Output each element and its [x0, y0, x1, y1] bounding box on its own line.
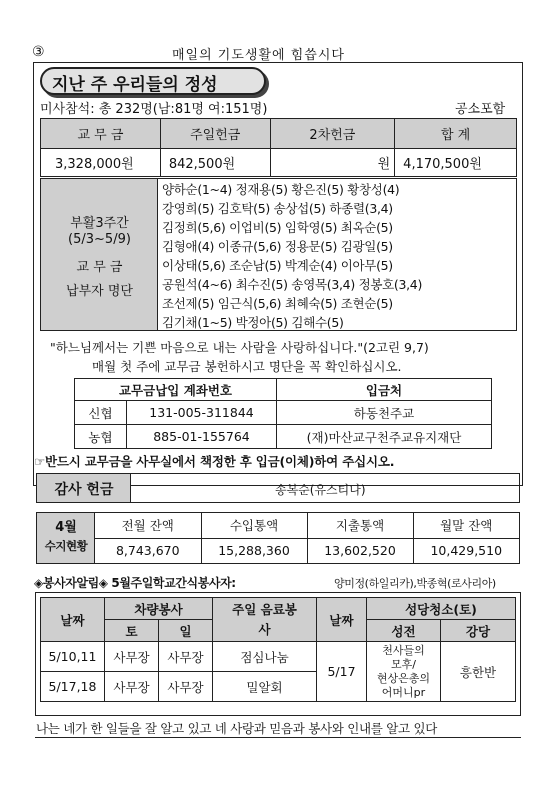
offering-header-sunday: 주일헌금 [160, 119, 270, 149]
volunteer-row-date: 5/10,11 [41, 642, 105, 672]
volunteer-header-date2: 날짜 [317, 598, 367, 642]
donor-row: 이상태(5,6) 조순남(5) 박계순(4) 이아무(5) [162, 258, 393, 273]
volunteer-header-drink: 주일 음료봉사 [213, 598, 317, 642]
attendance-text: 미사참석: 총 232명(남:81명 여:151명) [40, 102, 268, 117]
account-holder: 하동천주교 [277, 401, 492, 425]
page-number: ③ [32, 44, 45, 60]
cleaning-sanctuary-line: 천사들의 [382, 643, 425, 657]
cleaning-sanctuary-line: 현상은총의 [376, 671, 431, 685]
finance-value-end: 10,429,510 [430, 543, 503, 559]
donor-label-tithe: 교 무 금 [76, 260, 123, 275]
account-number: 885-01-155764 [127, 425, 277, 449]
account-number: 131-005-311844 [127, 401, 277, 425]
finance-value-income: 15,288,360 [201, 538, 307, 563]
volunteer-row-sat: 사무장 [105, 642, 159, 672]
volunteer-row-drink: 밀알회 [213, 672, 317, 702]
volunteer-names: 양미정(하일리카),박종혁(로사리아) [334, 577, 496, 590]
accounts-header-holder: 입금처 [277, 379, 492, 401]
account-bank: 농협 [75, 425, 127, 449]
donor-row: 공원석(4~6) 최수진(5) 송영목(3,4) 정봉호(3,4) [162, 277, 423, 292]
volunteer-row-sun: 사무장 [159, 672, 213, 702]
donor-row: 김기채(1~5) 박정아(5) 김해수(5) [162, 315, 344, 330]
donor-label-dates: (5/3~5/9) [68, 232, 131, 247]
account-bank: 신협 [75, 401, 127, 425]
volunteer-header-sat: 토 [105, 620, 159, 642]
donor-row: 김정희(5,6) 이업비(5) 임학영(5) 최옥순(5) [162, 220, 393, 235]
offering-header-total: 합 계 [395, 119, 517, 149]
accounts-table [74, 378, 492, 449]
offering-value-tithe: 3,328,000원 [41, 149, 161, 177]
finance-header-previous: 전월 잔액 [95, 513, 201, 538]
volunteer-row-drink: 점심나눔 [213, 642, 317, 672]
donor-row: 김형애(4) 이종규(5,6) 정용문(5) 김광일(5) [162, 239, 393, 254]
quote-line-2: 매월 첫 주에 교무금 봉헌하시고 명단을 꼭 확인하십시오. [92, 359, 402, 374]
cleaning-sanctuary [367, 642, 441, 702]
thanks-value: 송복순(유스티나) [275, 483, 366, 497]
footer-verse: 나는 네가 한 일들을 잘 알고 있고 네 사랑과 믿음과 봉사와 인내를 알고 있다 [36, 721, 438, 736]
volunteer-header-cleaning: 성당청소(토) [367, 598, 516, 620]
payment-notice: ☞반드시 교무금을 사무실에서 책정한 후 입금(이체)하여 주십시오. [34, 454, 395, 469]
cleaning-sanctuary-line: 모후/ [391, 657, 416, 671]
volunteer-table [40, 597, 516, 702]
volunteer-header-date: 날짜 [41, 598, 105, 642]
finance-table [95, 513, 519, 563]
finance-label-month: 4월 [55, 520, 77, 535]
donor-label-list: 납부자 명단 [66, 284, 133, 299]
donor-row: 강영희(5) 김호탁(5) 송상섭(5) 하종렬(3,4) [162, 201, 393, 216]
finance-header-income: 수입통액 [201, 513, 307, 538]
offering-value-second: 원 [270, 149, 395, 177]
offering-header-tithe: 교 무 금 [41, 119, 161, 149]
volunteer-header-parking: 차량봉사 [105, 598, 213, 620]
section-title: 지난 주 우리들의 정성 [52, 75, 218, 95]
donor-row: 조선제(5) 임근식(5,6) 최혜숙(5) 조현순(5) [162, 296, 393, 311]
volunteer-header-sun: 일 [159, 620, 213, 642]
donor-label-cell [41, 179, 158, 330]
thanks-label: 감사 헌금 [54, 482, 114, 498]
cleaning-date: 5/17 [317, 642, 367, 702]
volunteer-row-sat: 사무장 [105, 672, 159, 702]
cleaning-sanctuary-line: 어머니pr [381, 685, 426, 699]
finance-header-expense: 지출통액 [307, 513, 413, 538]
volunteer-row-date: 5/17,18 [41, 672, 105, 702]
cleaning-hall: 흥한반 [441, 642, 516, 702]
offering-value-total: 4,170,500원 [395, 149, 517, 177]
finance-header-end: 월말 잔액 [413, 513, 519, 538]
accounts-header-number: 교무금납입 계좌번호 [75, 379, 277, 401]
volunteer-title: ◈봉사자알림◈ 5월주일학교간식봉사자: [34, 576, 236, 590]
volunteer-header-sanctuary: 성전 [367, 620, 441, 642]
volunteer-header-hall: 강당 [441, 620, 516, 642]
quote-line-1: "하느님께서는 기쁜 마음으로 내는 사람을 사랑하십니다."(2고린 9,7) [50, 340, 429, 355]
volunteer-row-sun: 사무장 [159, 642, 213, 672]
footer-rule [35, 737, 521, 738]
header-motto: 매일의 기도생활에 힘씁시다 [172, 48, 345, 63]
offering-header-second: 2차헌금 [270, 119, 395, 149]
finance-value-expense: 13,602,520 [307, 538, 413, 563]
attendance-note: 공소포함 [455, 102, 506, 117]
donor-row: 양하순(1~4) 정재용(5) 황은진(5) 황창성(4) [162, 182, 400, 197]
donor-label-period: 부활3주간 [70, 216, 129, 231]
offering-table [40, 118, 517, 177]
finance-label-title: 수지현황 [44, 539, 88, 553]
offering-value-sunday: 842,500원 [160, 149, 270, 177]
finance-value-previous: 8,743,670 [95, 538, 201, 563]
account-holder: (재)마산교구천주교유지재단 [277, 425, 492, 449]
